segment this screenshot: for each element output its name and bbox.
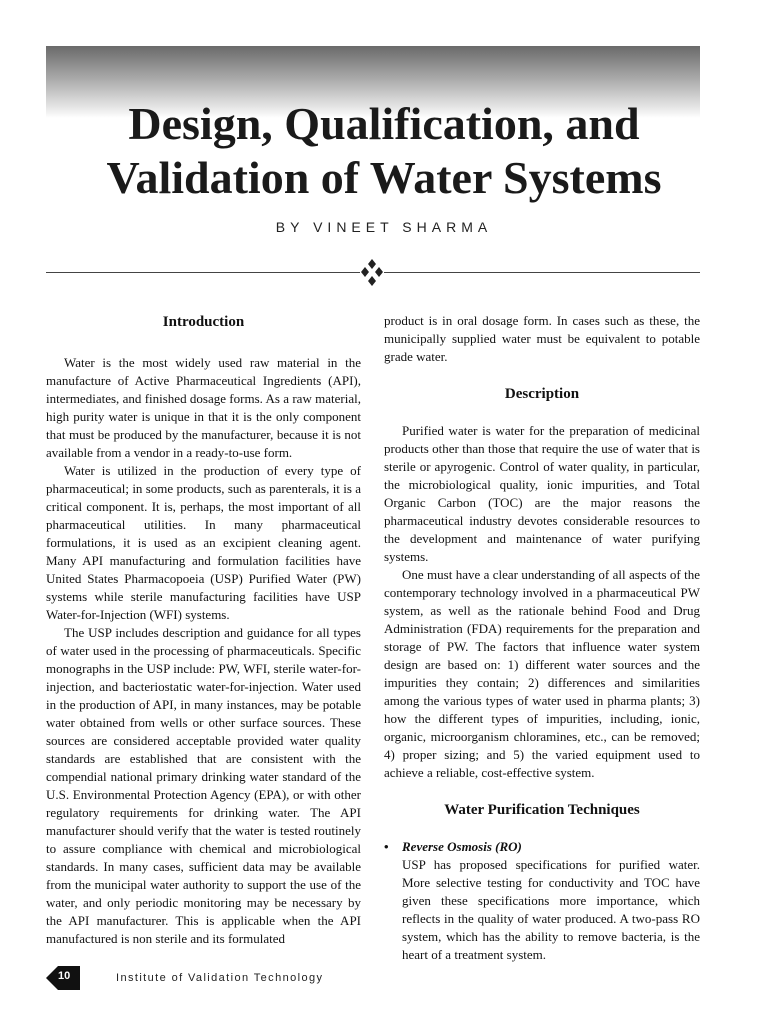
- left-column: [46, 312, 361, 948]
- bullet-title-text: Reverse Osmosis (RO): [402, 839, 522, 854]
- bullet-dot-icon: •: [384, 839, 389, 854]
- divider-left: [46, 272, 360, 273]
- diamond-ornament-icon: [358, 258, 386, 288]
- description-heading: Description: [504, 386, 580, 402]
- page-number: 10: [58, 970, 71, 982]
- bullet-paragraph: USP has proposed specifications for purified water. More selective testing for conductivity and TOC have given these specifications more importance, which reflects in the quality of water produced. A two-pass RO system, which has the ability to remove bacteria, is the heart of a treatment system.: [402, 857, 700, 962]
- title-line-2: Validation of Water Systems: [106, 152, 662, 203]
- techniques-heading: Water Purification Techniques: [444, 802, 640, 818]
- divider-right: [384, 272, 700, 273]
- intro-paragraph-1: Water is the most widely used raw material in the manufacture of Active Pharmaceutical Ingredients (API), intermediates, and finished dosage forms. As a raw material, high purity water is unique in that it is the only component that must be produced by the manufacturer, because it is not available from a vendor in a ready-to-use form.: [46, 355, 361, 460]
- bullet-title: [384, 838, 700, 856]
- introduction-heading: Introduction: [162, 314, 245, 330]
- article-title: [0, 97, 768, 205]
- intro-paragraph-2: Water is utilized in the production of every type of pharmaceutical; in some products, such as parenterals, it is a critical component. It is, perhaps, the most important of all pharmaceutical utilities. In many pharmaceutical formulations, it is used as an excipient cleaning agent. Many API manufacturing and formulation facilities have United States Pharmacopoeia (USP) Purified Water (PW) systems while sterile manufacturing facilities have USP Water-for-Injection (WFI) systems.: [46, 463, 361, 622]
- right-column: [384, 312, 700, 964]
- intro-paragraph-3: The USP includes description and guidance for all types of water used in the processing of pharmaceuticals. Specific monographs in the USP include: PW, WFI, sterile water-for-injection, and bacteriostatic water-for-injection. Water used in the production of API, in many instances, may be potable water obtained from wells or other surface sources. These sources are considered acceptable provided water quality standards are established that are consistent with the compendial national primary drinking water standard of the U.S. Environmental Protection Agency (EPA), or with other regulatory requirements for drinking water. The API manufacturer should verify that the water is tested routinely to assure compliance with chemical and microbiological standards. In many cases, sufficient data may be available from the municipal water authority to support the use of the water, and only periodic monitoring may be necessary by the API manufacturer. This is applicable when the API manufactured is non sterile and its formulated: [46, 625, 361, 946]
- author-byline: BY VINEET SHARMA: [275, 219, 493, 235]
- bullet-reverse-osmosis: [384, 838, 700, 964]
- description-paragraph-2: One must have a clear understanding of all aspects of the contemporary technology involved in a pharmaceutical PW system, as well as the rationale behind Food and Drug Administration (FDA) requirements for the preparation and storage of PW. The factors that influence water system design are based on: 1) different water sources and the impurities they contain; 2) differences and similarities among the various types of water used in pharma plants; 3) how the different types of impurities, including, ionic, organic, microorganism chloramines, etc., can be removed; 4) proper sizing; and 5) the varied equipment used to achieve a reliable, cost-effective system.: [384, 567, 700, 780]
- description-paragraph-1: Purified water is water for the preparation of medicinal products other than those that require the use of water that is sterile or apyrogenic. Control of water quality, in particular, the microbiological quality, ionic impurities, and Total Organic Carbon (TOC) are the major reasons the pharmaceutical industry devotes considerable resources to the development and maintenance of water purifying systems.: [384, 423, 700, 564]
- footer-publisher: Institute of Validation Technology: [116, 972, 324, 984]
- continuation-paragraph: product is in oral dosage form. In cases such as these, the municipally supplied water must be equivalent to potable grade water.: [384, 313, 700, 364]
- title-line-1: Design, Qualification, and: [128, 98, 640, 149]
